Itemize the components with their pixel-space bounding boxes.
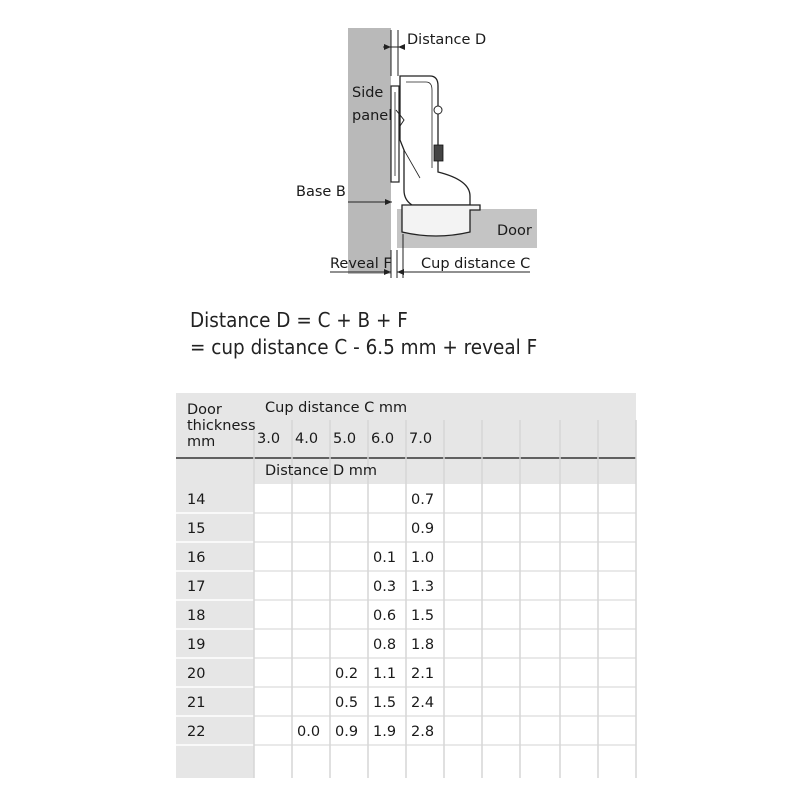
cell-21-4: 2.4 [411,695,435,711]
row-thickness-19: 19 [187,637,206,653]
label-side-panel-1: Side [352,85,384,101]
label-distance-d: Distance D [407,32,487,48]
cell-20-4: 2.1 [411,666,435,682]
adjust-screw [434,145,443,161]
cell-14-4: 0.7 [411,492,435,508]
hinge-arm [400,76,470,205]
col-header-5-0: 5.0 [333,431,357,447]
cell-22-4: 2.8 [411,724,435,740]
label-cup-distance-c: Cup distance C [421,256,531,272]
cell-19-3: 0.8 [373,637,397,653]
distance-table [176,393,636,778]
cell-20-2: 0.2 [335,666,359,682]
cell-17-4: 1.3 [411,579,435,595]
row-thickness-17: 17 [187,579,206,595]
cell-16-4: 1.0 [411,550,435,566]
cell-22-2: 0.9 [335,724,359,740]
row-thickness-18: 18 [187,608,206,624]
row-header-door: Door [187,402,222,418]
side-panel [348,28,391,274]
cell-19-4: 1.8 [411,637,435,653]
formula-line-2: = cup distance C - 6.5 mm + reveal F [190,335,538,359]
cell-22-3: 1.9 [373,724,397,740]
row-thickness-16: 16 [187,550,206,566]
cell-15-4: 0.9 [411,521,435,537]
cell-21-3: 1.5 [373,695,397,711]
cell-20-3: 1.1 [373,666,397,682]
col-header-7-0: 7.0 [409,431,433,447]
cell-18-3: 0.6 [373,608,397,624]
col-header-3-0: 3.0 [257,431,281,447]
group-header-cup-distance: Cup distance C mm [265,400,408,416]
cell-17-3: 0.3 [373,579,397,595]
col-header-6-0: 6.0 [371,431,395,447]
row-thickness-20: 20 [187,666,206,682]
cell-18-4: 1.5 [411,608,435,624]
row-thickness-22: 22 [187,724,206,740]
cell-16-3: 0.1 [373,550,397,566]
col-header-4-0: 4.0 [295,431,319,447]
row-thickness-14: 14 [187,492,206,508]
label-reveal-f: Reveal F [330,256,392,272]
label-side-panel-2: panel [352,108,393,124]
label-base-b: Base B [296,184,346,200]
row-header-mm: mm [187,434,216,450]
row-thickness-21: 21 [187,695,206,711]
hinge-cup [402,205,480,236]
label-door: Door [497,223,532,239]
row-header-thickness: thickness [187,418,256,434]
cell-21-2: 0.5 [335,695,359,711]
row-thickness-15: 15 [187,521,206,537]
subheader-distance-d: Distance D mm [265,463,378,479]
cell-22-1: 0.0 [297,724,321,740]
formula-line-1: Distance D = C + B + F [190,308,408,332]
